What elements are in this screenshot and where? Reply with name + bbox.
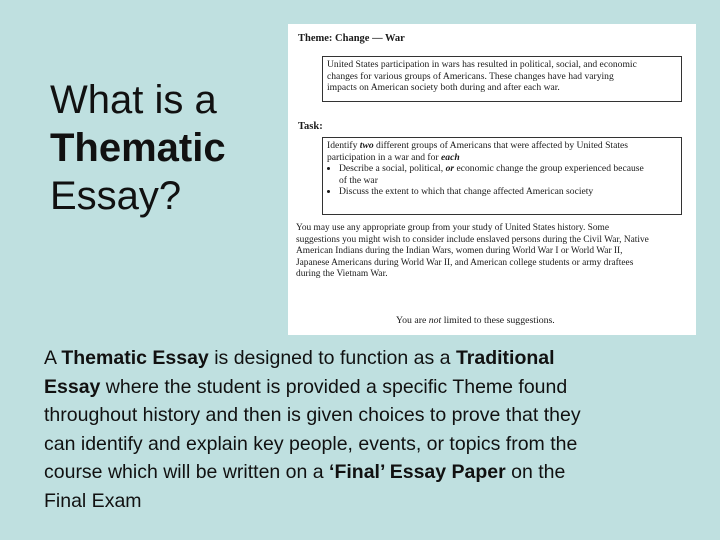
essay-prompt-document [288,24,696,335]
body-text: where the student is provided a specific Theme found [100,375,568,398]
task-emphasis: each [441,151,460,163]
body-bold: ‘Final’ Essay Paper [329,461,506,483]
paragraph-line: Japanese Americans during World War II, and American college students or army draftees [296,257,634,268]
paragraph-line: during the Vietnam War. [296,269,388,280]
task-bullets [327,163,677,198]
task-box [322,137,682,215]
theme-box [322,56,682,102]
description-line-3: throughout history and then is given choices to prove that they [44,404,581,426]
bullet-emphasis: or [445,163,455,175]
task-label: Task: [298,121,323,132]
description-line-4: can identify and explain key people, events, or topics from the [44,432,578,455]
description-line-5 [44,458,716,487]
paragraph-line: suggestions you might wish to consider include enslaved persons during the Civil War, Native [296,234,649,245]
body-bold: Essay [44,375,101,398]
body-text: on the [505,461,566,483]
task-bullet-2: • Discuss the extent to which that change affected American society [339,186,677,198]
description-line-2 [44,373,716,402]
task-emphasis: two [359,140,374,151]
bullet-text: economic change the group experienced because [454,163,644,175]
slide-title [50,76,280,220]
task-intro-line-1 [327,140,677,152]
document-theme: Theme: Change — War [298,33,405,44]
theme-box-line: changes for various groups of Americans. These changes have had varying [327,70,614,82]
limit-notice [396,315,555,326]
title-line-1: What is a [50,78,217,122]
title-line-3: Essay? [50,174,182,218]
description-line-1 [44,344,716,373]
task-text: Identify [327,140,360,151]
task-intro-line-2 [327,152,677,164]
body-text: course which will be written on a [44,461,330,483]
task-bullet-1 [339,163,677,186]
notice-emphasis: not [428,315,442,326]
body-bold: Traditional [455,347,555,369]
task-text: participation in a war and for [327,151,442,163]
description-line-6: Final Exam [44,489,142,512]
paragraph-line: You may use any appropriate group from your study of United States history. Some [296,223,609,233]
notice-text: You are [396,315,429,326]
bullet-text: Describe a social, political, [339,163,446,175]
paragraph-line: American Indians during the Indian Wars, women during World War I or World War II, [296,246,623,257]
description-paragraph [44,344,716,515]
body-text: A [44,347,62,369]
notice-text: limited to these suggestions. [441,315,555,326]
body-text: is designed to function as a [208,347,456,369]
theme-box-line: impacts on American society both during and after each war. [327,82,560,94]
suggestions-paragraph [296,223,690,281]
title-line-2: Thematic [50,126,226,170]
task-text: different groups of Americans that were affected by United States [373,140,628,151]
theme-box-line: United States participation in wars has resulted in political, social, and economic [327,59,637,70]
bullet-text: of the war [339,174,378,186]
body-bold: Thematic Essay [61,347,209,369]
